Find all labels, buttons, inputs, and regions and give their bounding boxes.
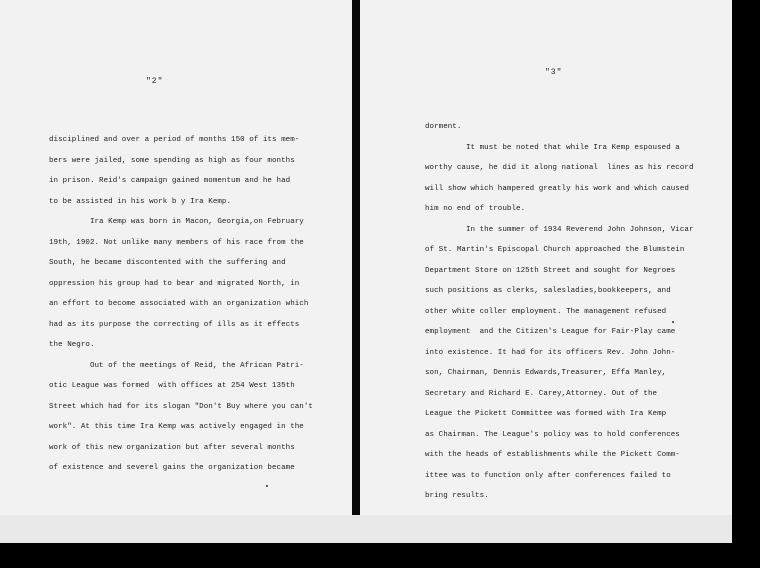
- text-line: Department Store on 125th Street and sought for Negroes: [425, 266, 676, 275]
- text-line: League the Pickett Committee was formed with Ira Kemp: [425, 410, 667, 418]
- text-line: an effort to become associated with an organization which: [49, 300, 309, 308]
- text-line: work". At this time Ira Kemp was actively engaged in the: [49, 423, 304, 431]
- text-line: to be assisted in his work b y Ira Kemp.: [49, 197, 232, 206]
- text-line: It must be noted that while Ira Kemp espoused a: [425, 143, 680, 152]
- text-line: work of this new organization but after several months: [49, 443, 295, 452]
- text-line: son, Chairman, Dennis Edwards,Treasurer, Effa Manley,: [425, 369, 667, 377]
- text-line: of St. Martin's Episcopal Church approached the Blumstein: [425, 246, 685, 254]
- text-line: Street which had for its slogan "Don't Buy where you can't: [49, 402, 313, 411]
- scan-speck: [266, 485, 268, 487]
- text-line: other white coller employment. The management refused: [425, 307, 667, 316]
- text-line: will show which hampered greatly his work and which caused: [425, 184, 689, 193]
- left-page-text: [49, 130, 313, 479]
- right-edge: [732, 0, 760, 568]
- text-line: In the summer of 1934 Reverend John Johnson, Vicar: [425, 225, 694, 234]
- text-line: employment and the Citizen's League for Fair-Play came: [425, 328, 676, 336]
- text-line: Ira Kemp was born in Macon, Georgia,on February: [49, 218, 304, 226]
- text-line: 19th, 1902. Not unlike many members of his race from the: [49, 238, 304, 247]
- text-line: worthy cause, he did it along national lines as his record: [425, 164, 694, 172]
- text-line: into existence. It had for its officers Rev. John John-: [425, 348, 676, 357]
- text-line: oppression his group had to bear and migrated North, in: [49, 279, 300, 288]
- page-gutter: [352, 0, 360, 515]
- text-line: Out of the meetings of Reid, the African Patri-: [49, 361, 304, 370]
- text-line: had as its purpose the correcting of ills as it effects: [49, 320, 300, 329]
- text-line: Secretary and Richard E. Carey,Attorney. Out of the: [425, 389, 658, 398]
- text-line: disciplined and over a period of months 150 of its mem-: [49, 136, 300, 144]
- scan-speck: [672, 321, 674, 323]
- text-line: in prison. Reid's campaign gained momentum and he had: [49, 177, 291, 185]
- text-line: him no end of trouble.: [425, 205, 526, 213]
- right-page-text: [425, 117, 694, 507]
- text-line: with the heads of establishments while the Pickett Comm-: [425, 451, 680, 459]
- text-line: South, he became discontented with the suffering and: [49, 259, 286, 267]
- left-page-number: "2": [146, 77, 164, 86]
- text-line: dorment.: [425, 123, 462, 131]
- text-line: the Negro.: [49, 341, 95, 349]
- text-line: as Chairman. The League's policy was to hold conferences: [425, 430, 680, 439]
- right-page-number: "3": [545, 68, 563, 77]
- text-line: such positions as clerks, salesladies,bookkeepers, and: [425, 287, 671, 295]
- text-line: of existence and severel gains the organization became: [49, 464, 295, 472]
- text-line: bring results.: [425, 492, 489, 500]
- bottom-margin-strip: [0, 515, 732, 543]
- text-line: ittee was to function only after conferences failed to: [425, 471, 671, 480]
- text-line: bers were jailed, some spending as high as four months: [49, 156, 295, 165]
- text-line: otic League was formed with offices at 254 West 135th: [49, 382, 295, 390]
